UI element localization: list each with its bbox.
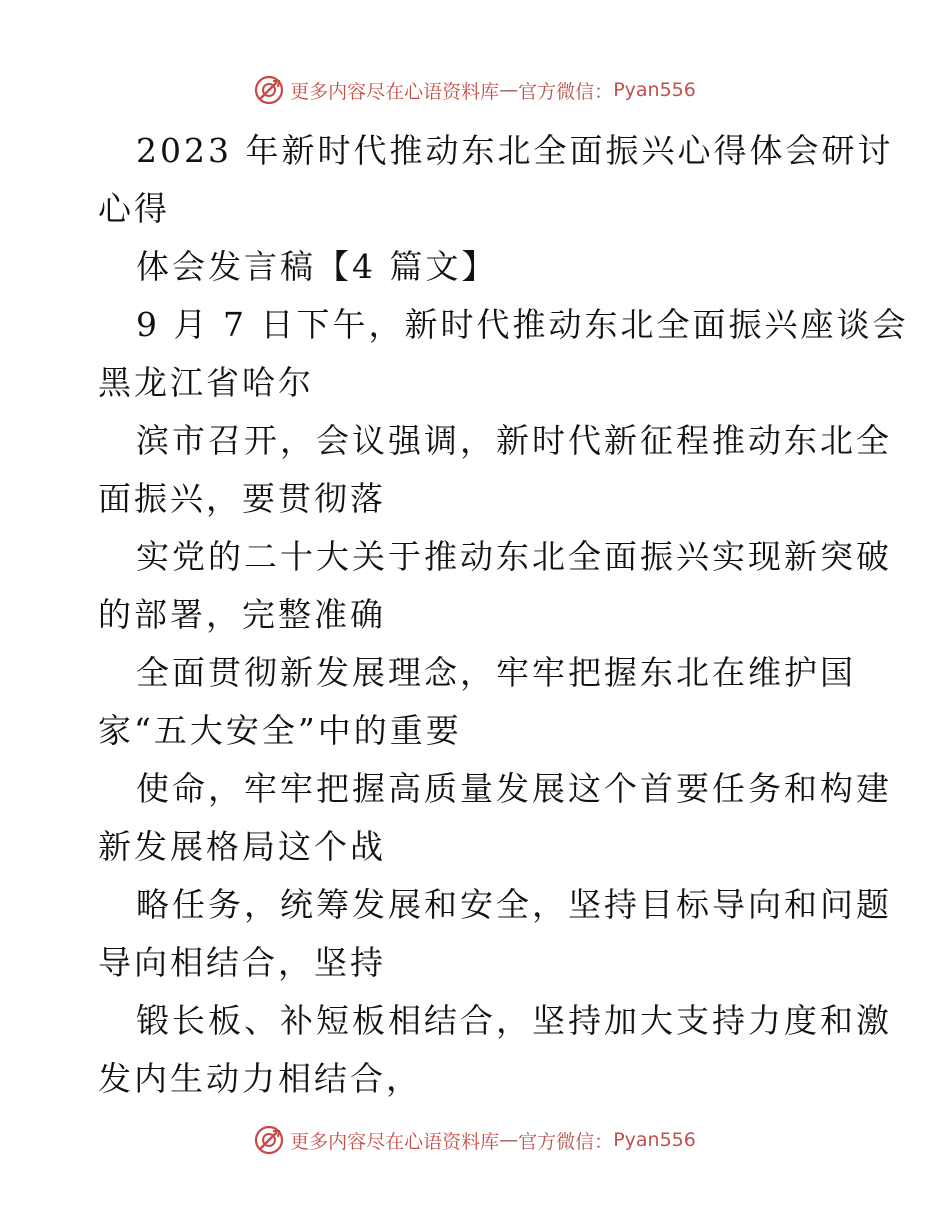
body-line: 全面贯彻新发展理念，牢牢把握东北在维护国 — [136, 653, 856, 692]
watermark-contact-text: 官方微信： — [518, 1130, 614, 1153]
watermark-account: Pyan556 — [613, 1129, 696, 1151]
body-line: 略任务，统筹发展和安全，坚持目标导向和问题 — [136, 885, 892, 924]
body-line: 导向相结合，坚持 — [98, 943, 386, 982]
body-line: 使命，牢牢把握高质量发展这个首要任务和构建 — [136, 769, 892, 808]
watermark-contact-text: 官方微信： — [518, 80, 614, 103]
brand-logo-icon — [254, 1125, 284, 1155]
body-line: 9 月 7 日下午，新时代推动东北全面振兴座谈会 — [136, 305, 909, 344]
watermark-brand-text: 更多内容尽在心语资料库 — [290, 80, 500, 103]
body-line: 家“五大安全”中的重要 — [98, 711, 462, 750]
brand-logo-icon — [254, 75, 284, 105]
watermark-separator: — — [499, 79, 519, 101]
title-line-1: 2023 年新时代推动东北全面振兴心得体会研讨 — [136, 131, 894, 170]
body-line: 锻长板、补短板相结合，坚持加大支持力度和激 — [136, 1001, 892, 1040]
watermark-separator: — — [499, 1129, 519, 1151]
body-line: 实党的二十大关于推动东北全面振兴实现新突破 — [136, 537, 892, 576]
body-line: 新发展格局这个战 — [98, 827, 386, 866]
body-line: 的部署，完整准确 — [98, 595, 386, 634]
footer-watermark — [0, 1122, 950, 1158]
body-line: 滨市召开，会议强调，新时代新征程推动东北全 — [136, 421, 892, 460]
title-line-2: 心得 — [98, 189, 170, 228]
body-line: 黑龙江省哈尔 — [98, 363, 314, 402]
watermark-account: Pyan556 — [613, 79, 696, 101]
body-line: 发内生动力相结合， — [98, 1059, 422, 1098]
body-line: 面振兴，要贯彻落 — [98, 479, 386, 518]
watermark-brand-text: 更多内容尽在心语资料库 — [290, 1130, 500, 1153]
document-body — [98, 122, 909, 1108]
title-line-3: 体会发言稿【4 篇文】 — [136, 247, 498, 286]
header-watermark — [0, 72, 950, 108]
